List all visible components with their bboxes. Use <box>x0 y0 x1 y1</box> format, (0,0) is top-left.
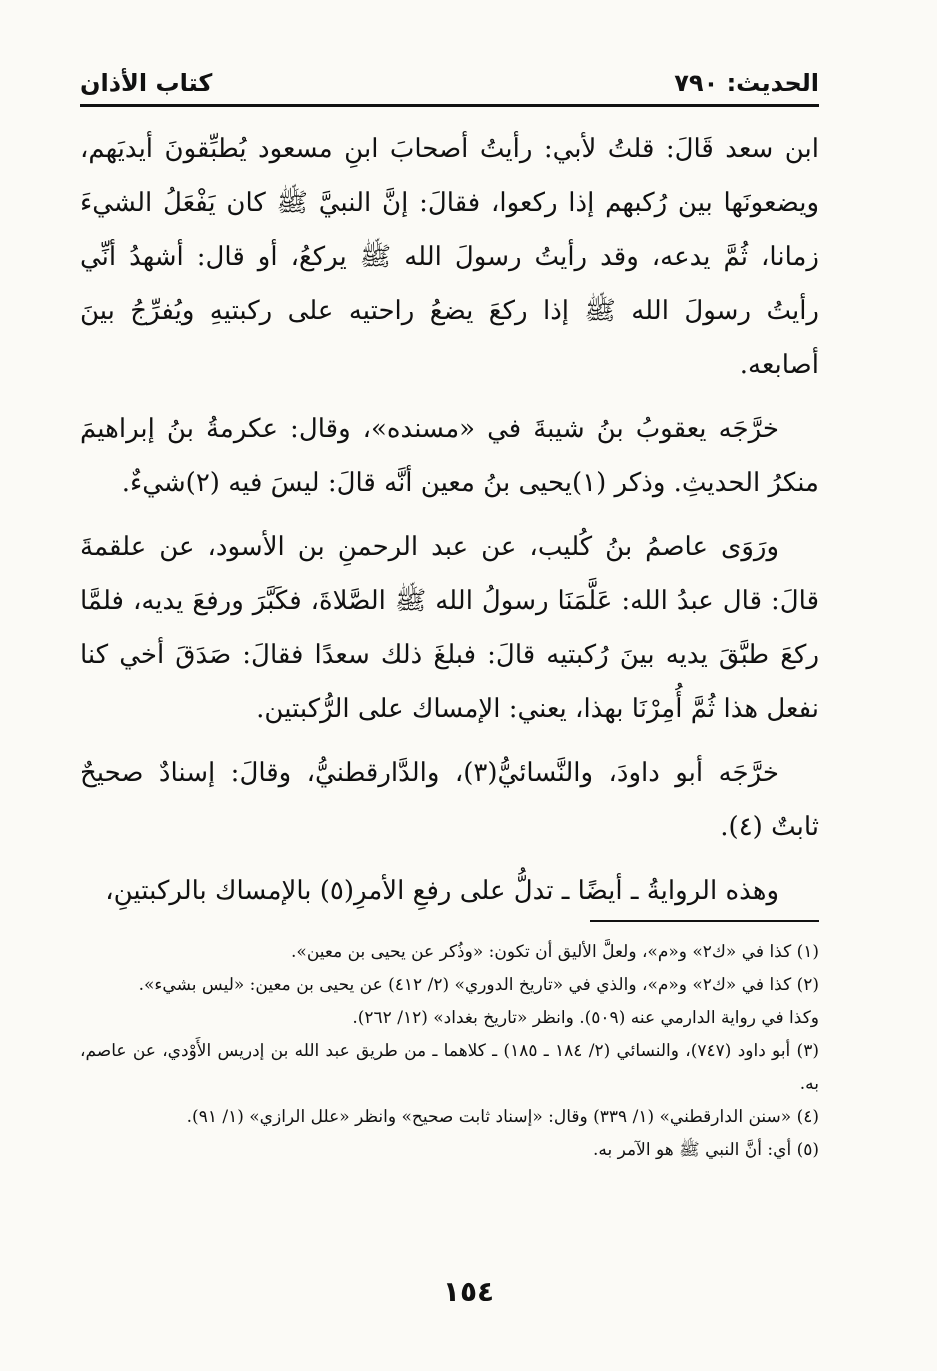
footnote-rule <box>590 920 819 922</box>
paragraph: خرَّجَه يعقوبُ بنُ شيبةَ في «مسنده»، وقال: عكرمةُ بنُ إبراهيمَ منكرُ الحديثِ. وذكر (١)يحيى بنُ معين أنَّه قالَ: ليسَ فيه (٢)شيءٌ. <box>80 414 819 498</box>
page-header <box>80 66 819 100</box>
footnote: (٥) أي: أنَّ النبي ﷺ هو الآمر به. <box>593 1140 819 1160</box>
footnotes <box>80 936 819 1167</box>
footnote: (٣) أبو داود (٧٤٧)، والنسائي (٢/ ١٨٤ ـ ١٨٥) ـ كلاهما ـ من طريق عبد الله بن إدريس الأَوْدي، عن عاصم، به. <box>80 1041 819 1094</box>
page-number: ١٥٤ <box>442 1275 495 1308</box>
footnote: (٤) «سنن الدارقطني» (١/ ٣٣٩) وقال: «إسناد ثابت صحيح» وانظر «علل الرازي» (١/ ٩١). <box>186 1107 819 1127</box>
footnote: (١) كذا في «ك٢» و«م»، ولعلَّ الأليق أن تكون: «وذُكر عن يحيى بن معين». <box>291 942 819 962</box>
paragraph: خرَّجَه أبو داودَ، والنَّسائيُّ(٣)، والدَّارقطنيُّ، وقالَ: إسنادٌ صحيحٌ ثابتٌ (٤). <box>80 758 819 842</box>
paragraph: ابن سعد قَالَ: قلتُ لأبي: رأيتُ أصحابَ ابنِ مسعود يُطبِّقونَ أيديَهم، ويضعونَها بين رُكبهم إذا ركعوا، فقالَ: إنَّ النبيَّ ﷺ كان يَفْعَلُ الشيءَ زمانا، ثُمَّ يدعه، وقد رأيتُ رسولَ الله ﷺ يركعُ، أو قال: أشهدُ أنِّي رأيتُ رسولَ الله ﷺ إذا ركعَ يضعُ راحتيه على ركبتيهِ ويُفرِّجُ بينَ أصابعه. <box>80 134 819 380</box>
footnote: وكذا في رواية الدارمي عنه (٥٠٩). وانظر «تاريخ بغداد» (١٢/ ٢٦٢). <box>352 1008 819 1028</box>
main-text <box>80 122 819 928</box>
hadith-number: الحديث: ٧٩٠ <box>674 69 819 97</box>
paragraph: ورَوَى عاصمُ بنُ كُليب، عن عبد الرحمنِ بن الأسود، عن علقمةَ قالَ: قال عبدُ الله: عَلَّمَنَا رسولُ الله ﷺ الصَّلاةَ، فكَبَّرَ ورفعَ يديه، فلمَّا ركعَ طبَّقَ يديه بينَ رُكبتيه قالَ: فبلغَ ذلك سعدًا فقالَ: صَدَقَ أخي كنا نفعل هذا ثُمَّ أُمِرْنَا بهذا، يعني: الإمساك على الرُّكبتين. <box>80 532 819 724</box>
footnote: (٢) كذا في «ك٢» و«م»، والذي في «تاريخ الدوري» (٢/ ٤١٢) عن يحيى بن معين: «ليس بشيء». <box>138 975 819 995</box>
paragraph: وهذه الروايةُ ـ أيضًا ـ تدلُّ على رفعِ الأمرِ(٥) بالإمساك بالركبتينِ، <box>105 876 779 906</box>
header-rule <box>80 104 819 107</box>
book-title: كتاب الأذان <box>80 69 213 97</box>
